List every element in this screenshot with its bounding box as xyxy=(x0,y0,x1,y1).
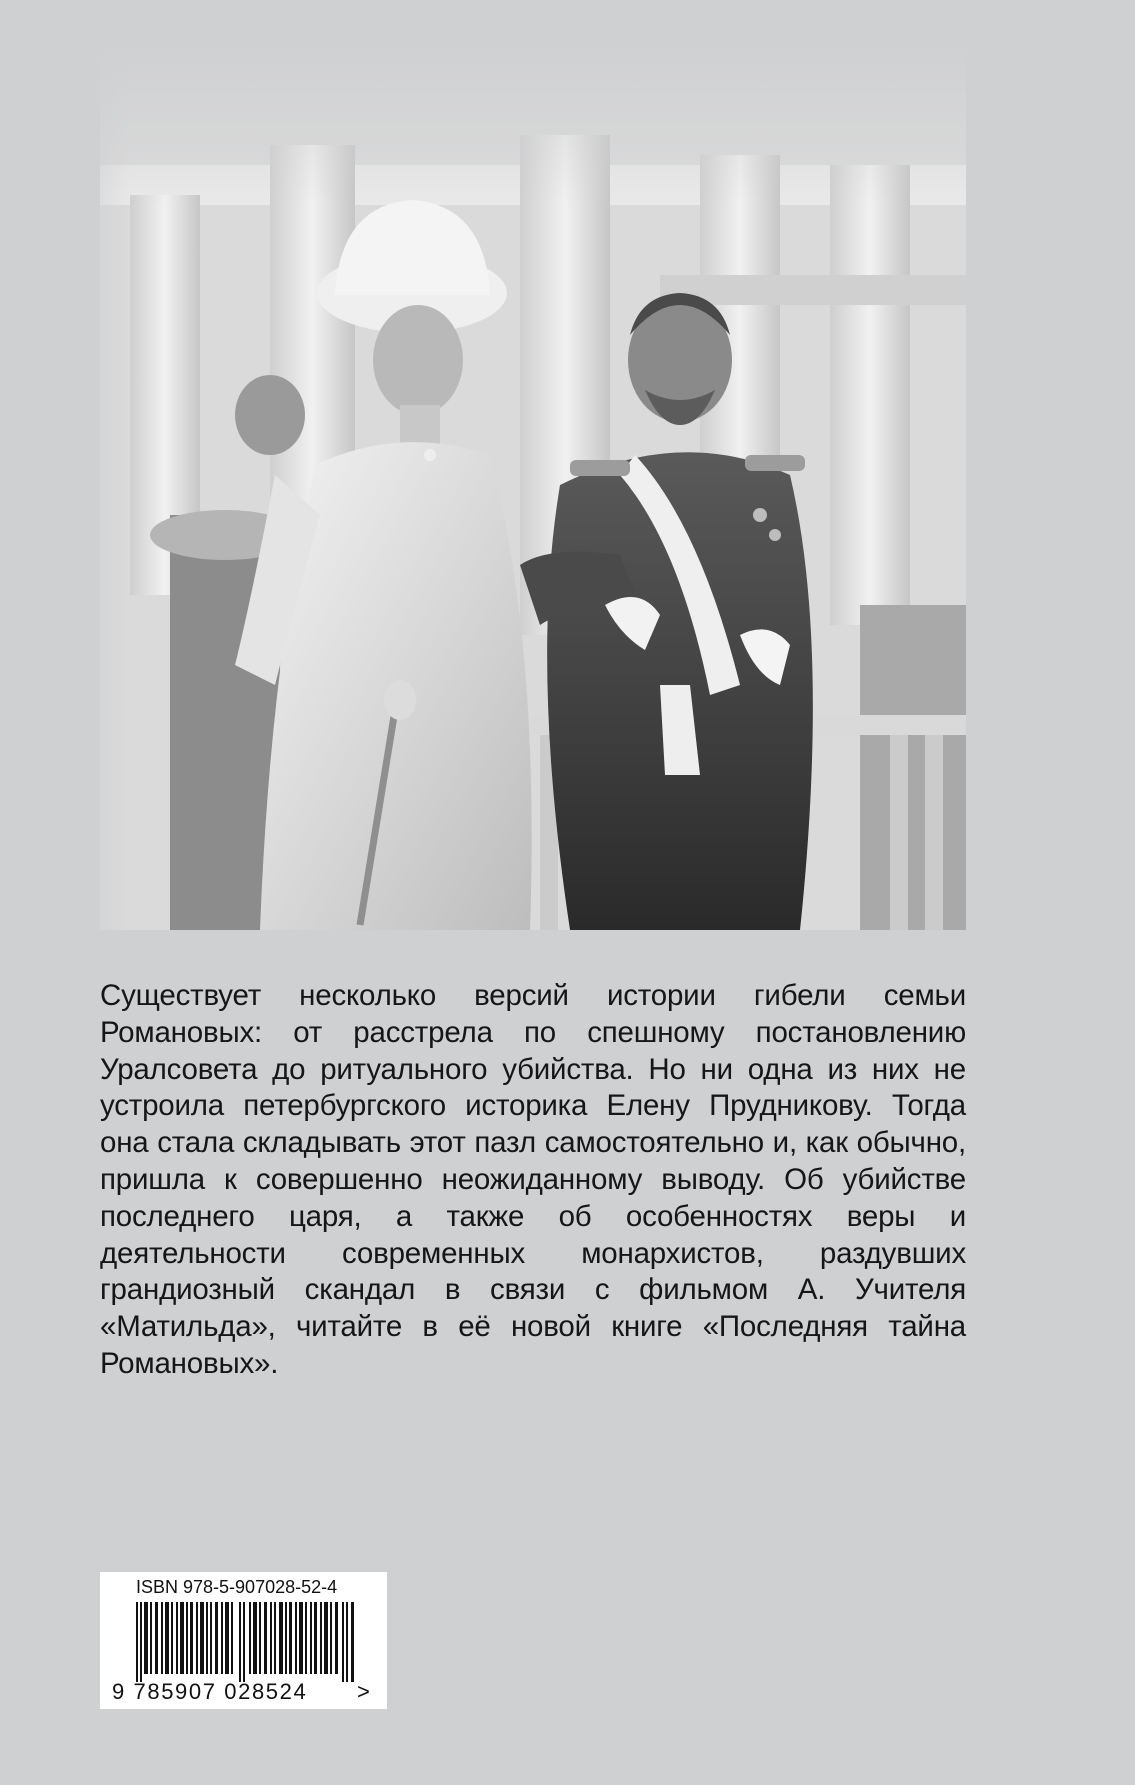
photo-left-fade xyxy=(100,45,130,930)
photo-top-fade xyxy=(100,45,966,205)
barcode-digits: 9 785907 028524 xyxy=(112,1679,308,1704)
isbn-barcode xyxy=(100,1572,387,1709)
barcode-bars-icon xyxy=(136,1602,354,1682)
isbn-label: ISBN 978-5-907028-52-4 xyxy=(136,1577,338,1597)
book-description: Существует несколько версий истории гибели семьи Романовых: от расстрела по спешному постановлению Уралсовета до ритуального убийства. Но ни одна из них не устроила петербургского историка Елену Прудникову. Тогда она стала складывать этот пазл самостоятельно и, как обычно, пришла к совершенно неожиданному выводу. Об убийстве последнего царя, а также об особенностях веры и деятельности современных монархистов, раздувших грандиозный скандал в связи с фильмом А. Учителя «Матильда», читайте в её новой книге «Последняя тайна Романовых». xyxy=(100,979,966,1380)
barcode-arrow: > xyxy=(357,1679,370,1704)
cover-photo xyxy=(100,45,966,930)
